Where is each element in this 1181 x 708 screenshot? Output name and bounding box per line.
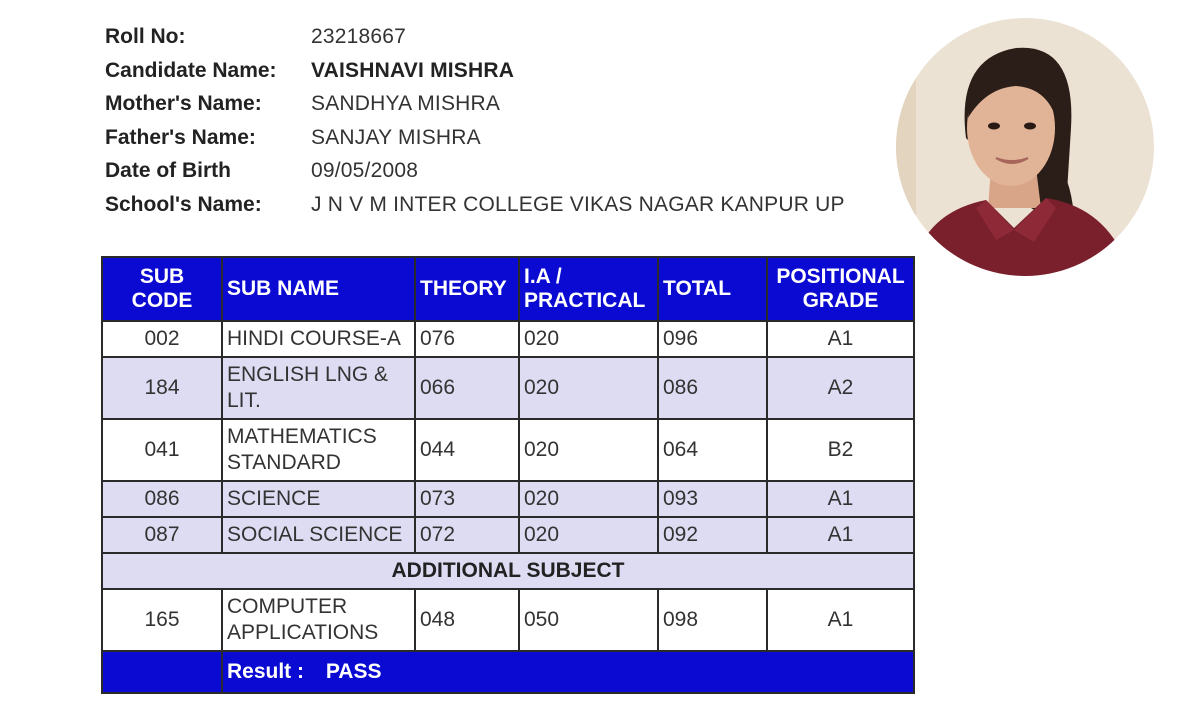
- roll-no-label: Roll No:: [105, 25, 186, 48]
- table-row: [102, 321, 914, 357]
- dob-label: Date of Birth: [105, 159, 231, 183]
- theory-cell: 073: [415, 481, 519, 517]
- dob-row: [105, 154, 845, 188]
- sub-code-cell: 087: [102, 517, 222, 553]
- theory-cell: 076: [415, 321, 519, 357]
- additional-subject-row: [102, 553, 914, 589]
- ia-cell: 020: [519, 481, 658, 517]
- father-name-value: SANJAY MISHRA: [311, 125, 481, 149]
- header-sub-code: SUB CODE: [102, 257, 222, 321]
- candidate-name-value: VAISHNAVI MISHRA: [311, 58, 515, 82]
- result-value: PASS: [325, 660, 382, 683]
- mother-name-row: [105, 87, 845, 121]
- theory-cell: 044: [415, 419, 519, 481]
- result-row: [102, 651, 914, 693]
- grade-cell: A1: [767, 321, 914, 357]
- sub-code-cell: 002: [102, 321, 222, 357]
- total-cell: 092: [658, 517, 767, 553]
- table-row: [102, 419, 914, 481]
- candidate-name-label: Candidate Name:: [105, 58, 277, 82]
- candidate-name-row: [105, 54, 845, 88]
- grade-cell: B2: [767, 419, 914, 481]
- sub-name-cell: ENGLISH LNG & LIT.: [222, 357, 415, 419]
- school-name-value: J N V M INTER COLLEGE VIKAS NAGAR KANPUR UP: [311, 192, 845, 216]
- ia-cell: 020: [519, 419, 658, 481]
- table-row: [102, 481, 914, 517]
- father-name-row: [105, 121, 845, 155]
- roll-no-value: 23218667: [311, 25, 407, 48]
- theory-cell: 048: [415, 589, 519, 651]
- table-row: [102, 517, 914, 553]
- sub-code-cell: 165: [102, 589, 222, 651]
- header-ia-practical: I.A / PRACTICAL: [519, 257, 658, 321]
- marks-table: [101, 256, 915, 694]
- table-header-row: [102, 257, 914, 321]
- candidate-info: [105, 20, 845, 222]
- grade-cell: A1: [767, 517, 914, 553]
- grade-cell: A1: [767, 589, 914, 651]
- result-label: Result :: [227, 660, 305, 683]
- ia-cell: 050: [519, 589, 658, 651]
- mother-name-label: Mother's Name:: [105, 92, 262, 116]
- grade-cell: A1: [767, 481, 914, 517]
- total-cell: 086: [658, 357, 767, 419]
- grade-cell: A2: [767, 357, 914, 419]
- father-name-label: Father's Name:: [105, 125, 256, 149]
- candidate-photo: [896, 18, 1154, 276]
- theory-cell: 066: [415, 357, 519, 419]
- theory-cell: 072: [415, 517, 519, 553]
- additional-subject-label: ADDITIONAL SUBJECT: [102, 553, 914, 589]
- total-cell: 064: [658, 419, 767, 481]
- sub-code-cell: 041: [102, 419, 222, 481]
- ia-cell: 020: [519, 517, 658, 553]
- sub-name-cell: SOCIAL SCIENCE: [222, 517, 415, 553]
- dob-value: 09/05/2008: [311, 159, 419, 183]
- sub-name-cell: COMPUTER APPLICATIONS: [222, 589, 415, 651]
- mother-name-value: SANDHYA MISHRA: [311, 92, 501, 116]
- header-sub-name: SUB NAME: [222, 257, 415, 321]
- table-row: [102, 589, 914, 651]
- ia-cell: 020: [519, 357, 658, 419]
- roll-no-row: [105, 20, 845, 54]
- table-row: [102, 357, 914, 419]
- header-positional-grade: POSITIONAL GRADE: [767, 257, 914, 321]
- result-cell: [222, 651, 914, 693]
- total-cell: 093: [658, 481, 767, 517]
- sub-name-cell: SCIENCE: [222, 481, 415, 517]
- ia-cell: 020: [519, 321, 658, 357]
- total-cell: 096: [658, 321, 767, 357]
- total-cell: 098: [658, 589, 767, 651]
- header-theory: THEORY: [415, 257, 519, 321]
- result-spacer-cell: [102, 651, 222, 693]
- sub-name-cell: MATHEMATICS STANDARD: [222, 419, 415, 481]
- sub-name-cell: HINDI COURSE-A: [222, 321, 415, 357]
- sub-code-cell: 086: [102, 481, 222, 517]
- sub-code-cell: 184: [102, 357, 222, 419]
- school-name-label: School's Name:: [105, 192, 262, 216]
- header-total: TOTAL: [658, 257, 767, 321]
- school-name-row: [105, 188, 845, 222]
